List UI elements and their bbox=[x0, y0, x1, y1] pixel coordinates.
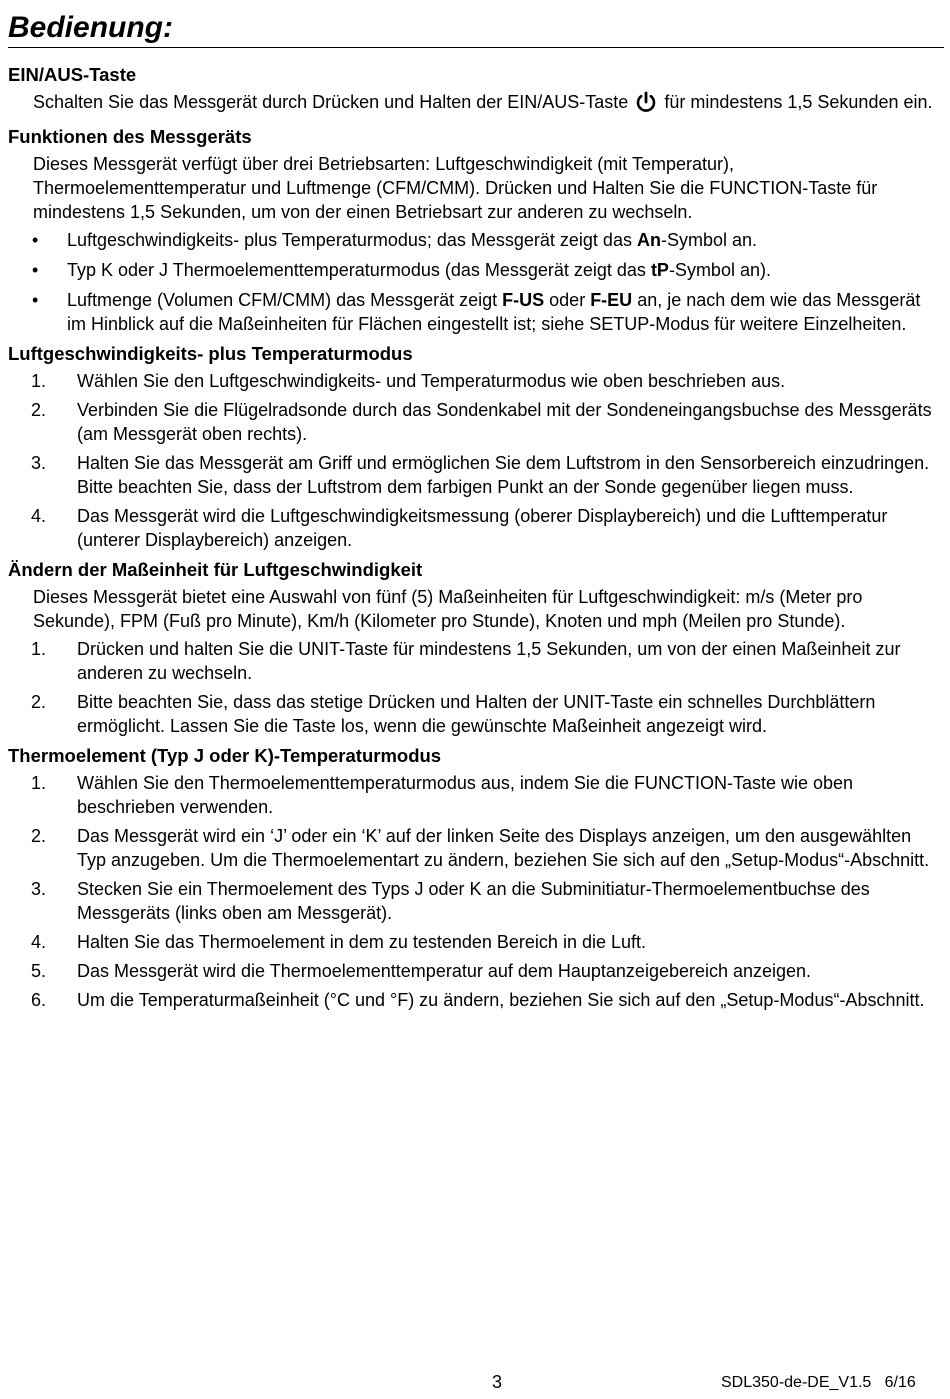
list-item-text: oder bbox=[544, 290, 591, 310]
bullet-icon: • bbox=[32, 230, 39, 250]
power-text-before: Schalten Sie das Messgerät durch Drücken und Halten der EIN/AUS-Taste bbox=[33, 92, 629, 112]
list-item bbox=[8, 258, 942, 282]
section-heading-functions: Funktionen des Messgeräts bbox=[8, 126, 252, 147]
step-number: 1. bbox=[31, 639, 47, 659]
list-item bbox=[8, 959, 942, 983]
list-item bbox=[8, 504, 942, 552]
list-item-text: -Symbol an). bbox=[668, 260, 771, 280]
step-text: Verbinden Sie die Flügelradsonde durch das Sondenkabel mit der Sondeneingangsbuchse des Messgeräts (am Messgerät oben rechts). bbox=[77, 400, 932, 444]
step-number: 3. bbox=[31, 879, 47, 899]
power-instructions bbox=[33, 90, 942, 119]
step-number: 3. bbox=[31, 453, 47, 473]
symbol-f-us: F-US bbox=[502, 290, 545, 310]
page-number: 3 bbox=[492, 1372, 503, 1392]
step-number: 2. bbox=[31, 400, 47, 420]
list-item bbox=[8, 877, 942, 925]
page-title: Bedienung: bbox=[8, 10, 944, 48]
list-item-text: an, je nach dem wie das Messgerät im Hinblick auf die Maßeinheiten für Flächen eingestellt ist; siehe SETUP-Modus für weitere Einzelheiten. bbox=[67, 290, 921, 334]
list-item bbox=[8, 824, 942, 872]
bullet-icon: • bbox=[32, 290, 39, 310]
functions-intro: Dieses Messgerät verfügt über drei Betriebsarten: Luftgeschwindigkeit (mit Temperatur), Thermoelementtemperatur und Luftmenge (CFM/CMM). Drücken und Halten Sie die FUNCTION-Taste für mindestens 1,5 Sekunden, um von der einen Betriebsart zur anderen zu wechseln. bbox=[33, 154, 878, 222]
section-heading-thermocouple-mode: Thermoelement (Typ J oder K)-Temperaturmodus bbox=[8, 745, 442, 766]
list-item-text: -Symbol an. bbox=[660, 230, 757, 250]
step-text: Wählen Sie den Thermoelementtemperaturmodus aus, indem Sie die FUNCTION-Taste wie oben beschrieben verwenden. bbox=[77, 773, 854, 817]
document-body bbox=[8, 57, 942, 1017]
step-text: Das Messgerät wird die Thermoelementtemperatur auf dem Hauptanzeigebereich anzeigen. bbox=[77, 961, 812, 981]
power-icon bbox=[635, 91, 657, 119]
unit-steps bbox=[8, 637, 942, 738]
power-text-after: für mindestens 1,5 Sekunden ein. bbox=[664, 92, 933, 112]
step-number: 6. bbox=[31, 990, 47, 1010]
units-intro: Dieses Messgerät bietet eine Auswahl von fünf (5) Maßeinheiten für Luftgeschwindigkeit: m/s (Meter pro Sekunde), FPM (Fuß pro Minute), Km/h (Kilometer pro Stunde), Knoten und mph (Meilen pro Stunde). bbox=[33, 587, 863, 631]
document-id: SDL350-de-DE_V1.5 6/16 bbox=[721, 1374, 916, 1391]
list-item bbox=[8, 637, 942, 685]
step-number: 2. bbox=[31, 692, 47, 712]
step-text: Drücken und halten Sie die UNIT-Taste für mindestens 1,5 Sekunden, um von der einen Maßeinheit zur anderen zu wechseln. bbox=[77, 639, 901, 683]
symbol-tp: tP bbox=[650, 260, 669, 280]
section-heading-airspeed-mode: Luftgeschwindigkeits- plus Temperaturmodus bbox=[8, 343, 413, 364]
list-item-text: Luftgeschwindigkeits- plus Temperaturmodus; das Messgerät zeigt das bbox=[67, 230, 637, 250]
thermocouple-steps bbox=[8, 771, 942, 1012]
step-number: 5. bbox=[31, 961, 47, 981]
step-text: Stecken Sie ein Thermoelement des Typs J oder K an die Subminitiatur-Thermoelementbuchse des Messgeräts (links oben am Messgerät). bbox=[77, 879, 870, 923]
step-number: 2. bbox=[31, 826, 47, 846]
airspeed-steps bbox=[8, 369, 942, 552]
symbol-an: An bbox=[636, 230, 661, 250]
step-text: Halten Sie das Messgerät am Griff und ermöglichen Sie dem Luftstrom in den Sensorbereich einzudringen. Bitte beachten Sie, dass der Luftstrom dem farbigen Punkt an der Sonde gegenüber liegen muss. bbox=[77, 453, 930, 497]
list-item bbox=[8, 451, 942, 499]
step-text: Bitte beachten Sie, dass das stetige Drücken und Halten der UNIT-Taste ein schnelles Durchblättern ermöglicht. Lassen Sie die Taste los, wenn die gewünschte Maßeinheit angezeigt wird. bbox=[77, 692, 876, 736]
list-item bbox=[8, 930, 942, 954]
section-heading-unit-change: Ändern der Maßeinheit für Luftgeschwindigkeit bbox=[8, 559, 423, 580]
step-number: 4. bbox=[31, 506, 47, 526]
step-number: 4. bbox=[31, 932, 47, 952]
step-number: 1. bbox=[31, 371, 47, 391]
list-item bbox=[8, 771, 942, 819]
list-item bbox=[8, 398, 942, 446]
list-item-text: Typ K oder J Thermoelementtemperaturmodus (das Messgerät zeigt das bbox=[67, 260, 651, 280]
step-text: Das Messgerät wird die Luftgeschwindigkeitsmessung (oberer Displaybereich) und die Lufttemperatur (unterer Displaybereich) anzeigen. bbox=[77, 506, 888, 550]
step-text: Halten Sie das Thermoelement in dem zu testenden Bereich in die Luft. bbox=[77, 932, 646, 952]
list-item bbox=[8, 288, 942, 336]
functions-mode-list bbox=[8, 228, 942, 336]
section-heading-power-button: EIN/AUS-Taste bbox=[8, 64, 137, 85]
bullet-icon: • bbox=[32, 260, 39, 280]
symbol-f-eu: F-EU bbox=[590, 290, 633, 310]
step-text: Um die Temperaturmaßeinheit (°C und °F) zu ändern, beziehen Sie sich auf den „Setup-Modus“-Abschnitt. bbox=[77, 990, 925, 1010]
list-item bbox=[8, 988, 942, 1012]
list-item bbox=[8, 228, 942, 252]
list-item bbox=[8, 369, 942, 393]
list-item bbox=[8, 690, 942, 738]
list-item-text: Luftmenge (Volumen CFM/CMM) das Messgerät zeigt bbox=[67, 290, 503, 310]
step-text: Wählen Sie den Luftgeschwindigkeits- und Temperaturmodus wie oben beschrieben aus. bbox=[77, 371, 786, 391]
step-number: 1. bbox=[31, 773, 47, 793]
step-text: Das Messgerät wird ein ‘J’ oder ein ‘K’ auf der linken Seite des Displays anzeigen, um den ausgewählten Typ anzugeben. Um die Thermoelementart zu ändern, beziehen Sie sich auf den „Setup-Modus“-Abschnitt. bbox=[77, 826, 930, 870]
